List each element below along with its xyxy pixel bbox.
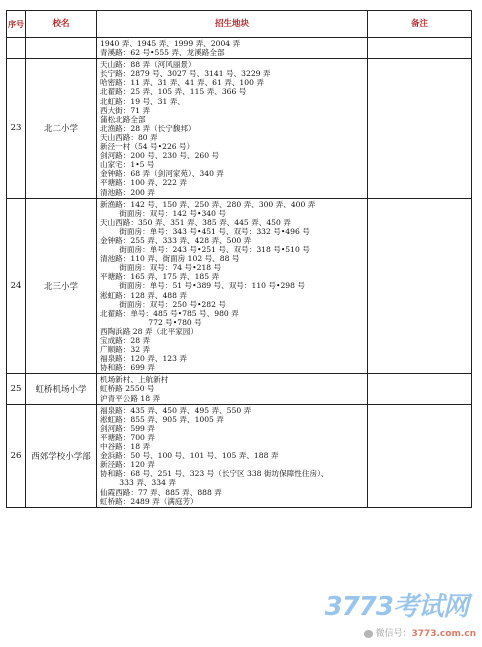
area-line: 北翟路：单号：485 号•785 号、980 弄 [100, 308, 239, 318]
area-line: 街面房：双号：250 号•282 号 [100, 299, 226, 309]
area-line: 协和路：68 号、251 号、323 号（长宁区 338 街坊保障性住房）、 [100, 469, 329, 479]
area-line: 平塘路：700 弄 [100, 432, 155, 442]
area-line: 平塘路：100 弄、222 弄 [100, 178, 187, 188]
area-line: 天山西路：80 弄 [100, 132, 158, 142]
area-line: 街面房：单号：343 号•451 号、双号：332 号•496 号 [100, 226, 310, 236]
area-line: 哈密路：11 弄、31 弄、41 弄、61 弄、100 弄 [100, 78, 264, 88]
area-line: 新渔路：142 号、150 弄、250 弄、280 弄、300 弄、400 弄 [100, 199, 316, 209]
area-line: 新泾一村（54 号•226 号） [100, 142, 195, 152]
watermark-url: 3773.com.cn [411, 629, 476, 639]
watermark-wechat-label: 微信号： [375, 629, 412, 639]
area-line: 333 弄、334 弄 [100, 478, 176, 488]
row-remark-cell [368, 38, 472, 59]
area-line: 金浜路：50 号、100 号、101 号、105 弄、188 弄 [100, 451, 279, 461]
row-school-name: 北二小学 [26, 59, 97, 198]
area-line: 协和路：699 弄 [100, 363, 155, 373]
area-line: 福泉路：435 弄、450 弄、495 弄、550 弄 [100, 405, 252, 415]
row-areas-cell [97, 59, 368, 198]
area-line: 虹桥路：2489 弄（满庭芳） [100, 496, 198, 506]
row-areas-cell [97, 198, 368, 374]
table-row [7, 198, 472, 374]
area-line: 沪青平公路 18 弄 [100, 393, 161, 403]
table-row [7, 404, 472, 507]
row-remark-cell [368, 59, 472, 198]
header-no: 序号 [7, 11, 26, 38]
area-line: 街面房：单号：51 号•389 号、双号：110 号•298 号 [100, 281, 305, 291]
area-line: 北翟路：25 弄、105 弄、115 弄、366 号 [100, 87, 247, 97]
table-header-row [7, 11, 472, 38]
wechat-icon [364, 630, 373, 638]
area-line: 青溪路：62 号•555 弄、龙溪路全部 [100, 48, 225, 58]
area-line: 剑河路：599 弄 [100, 423, 155, 433]
area-line: 金钟路：255 弄、333 弄、428 弄、500 弄 [100, 235, 252, 245]
area-line: 北虹路：19 号、31 弄、 [100, 96, 185, 106]
area-line: 宝成路：28 弄 [100, 336, 151, 345]
area-line: 772 号•780 号 [100, 317, 202, 327]
area-line: 淞虹路：855 弄、905 弄、1005 弄 [100, 414, 224, 424]
area-line: 1940 弄、1945 弄、1999 弄、2004 弄 [100, 39, 241, 48]
area-line: 新泾路：120 弄 [100, 460, 155, 470]
area-line: 街面房：双号：142 号•340 号 [100, 208, 226, 218]
area-line: 天山西路：350 弄、351 弄、385 弄、445 弄、450 弄 [100, 217, 291, 227]
row-areas-cell [97, 374, 368, 404]
watermark-wechat [364, 626, 476, 639]
row-no-cell: 26 [7, 404, 26, 507]
row-no-cell: 23 [7, 59, 26, 198]
row-no-cell [7, 38, 26, 59]
area-line: 平塘路：165 弄、175 弄、185 弄 [100, 272, 220, 282]
header-areas: 招生地块 [97, 11, 368, 38]
area-line: 街面房：单号：243 号•251 号、双号：318 号•510 号 [100, 245, 310, 255]
area-line: 蒲松北路全部 [100, 114, 146, 124]
row-no-cell: 25 [7, 374, 26, 404]
area-line: 机场新村、上航新村 [100, 375, 169, 385]
watermark-logo-text: 3773考试网 [324, 592, 468, 622]
area-line: 西陶浜路 28 弄（北平家园） [100, 326, 199, 336]
row-school-name: 西郊学校小学部 [26, 404, 97, 507]
document-page [6, 10, 472, 508]
area-line: 清池路：200 弄 [100, 187, 155, 197]
area-line: 天山路：88 弄（河风丽景） [100, 60, 196, 70]
watermark-logo [325, 586, 468, 623]
area-line: 长宁路：2879 号、3027 号、3141 号、3229 弄 [100, 69, 271, 79]
area-line: 街面房：双号：74 号•218 号 [100, 263, 222, 273]
area-line: 虹桥路 2550 号 [100, 384, 155, 394]
area-line: 中谷路：18 弄 [100, 442, 151, 452]
area-line: 福泉路：120 弄、123 弄 [100, 354, 187, 364]
row-school-name: 北三小学 [26, 198, 97, 374]
area-line: 山家宅：1•5 号 [100, 160, 155, 170]
area-line: 广顺路：32 弄 [100, 345, 151, 355]
header-remarks: 备注 [368, 11, 472, 38]
area-line: 仙霞西路：77 弄、885 弄、888 弄 [100, 487, 222, 497]
row-remark-cell [368, 404, 472, 507]
row-no-cell: 24 [7, 198, 26, 374]
area-line: 北渔路：28 弄（长宁馥邦） [100, 123, 196, 133]
enrollment-table [6, 10, 472, 508]
row-school-name: 虹桥机场小学 [26, 374, 97, 404]
header-school: 校名 [26, 11, 97, 38]
table-row-continuation [7, 38, 472, 59]
area-line: 金钟路：68 弄（剑河家苑）、340 弄 [100, 169, 224, 179]
area-line: 剑河路：200 号、230 号、260 号 [100, 151, 220, 161]
area-line: 西大街：71 弄 [100, 105, 151, 115]
table-row [7, 374, 472, 404]
area-line: 清池路：110 弄、街面房 102 号、88 号 [100, 254, 240, 264]
row-areas-cell [97, 38, 368, 59]
row-areas-cell [97, 404, 368, 507]
row-remark-cell [368, 198, 472, 374]
row-school-cell [26, 38, 97, 59]
row-remark-cell [368, 374, 472, 404]
area-line: 淞虹路：128 弄、488 弄 [100, 290, 187, 300]
table-row [7, 59, 472, 198]
